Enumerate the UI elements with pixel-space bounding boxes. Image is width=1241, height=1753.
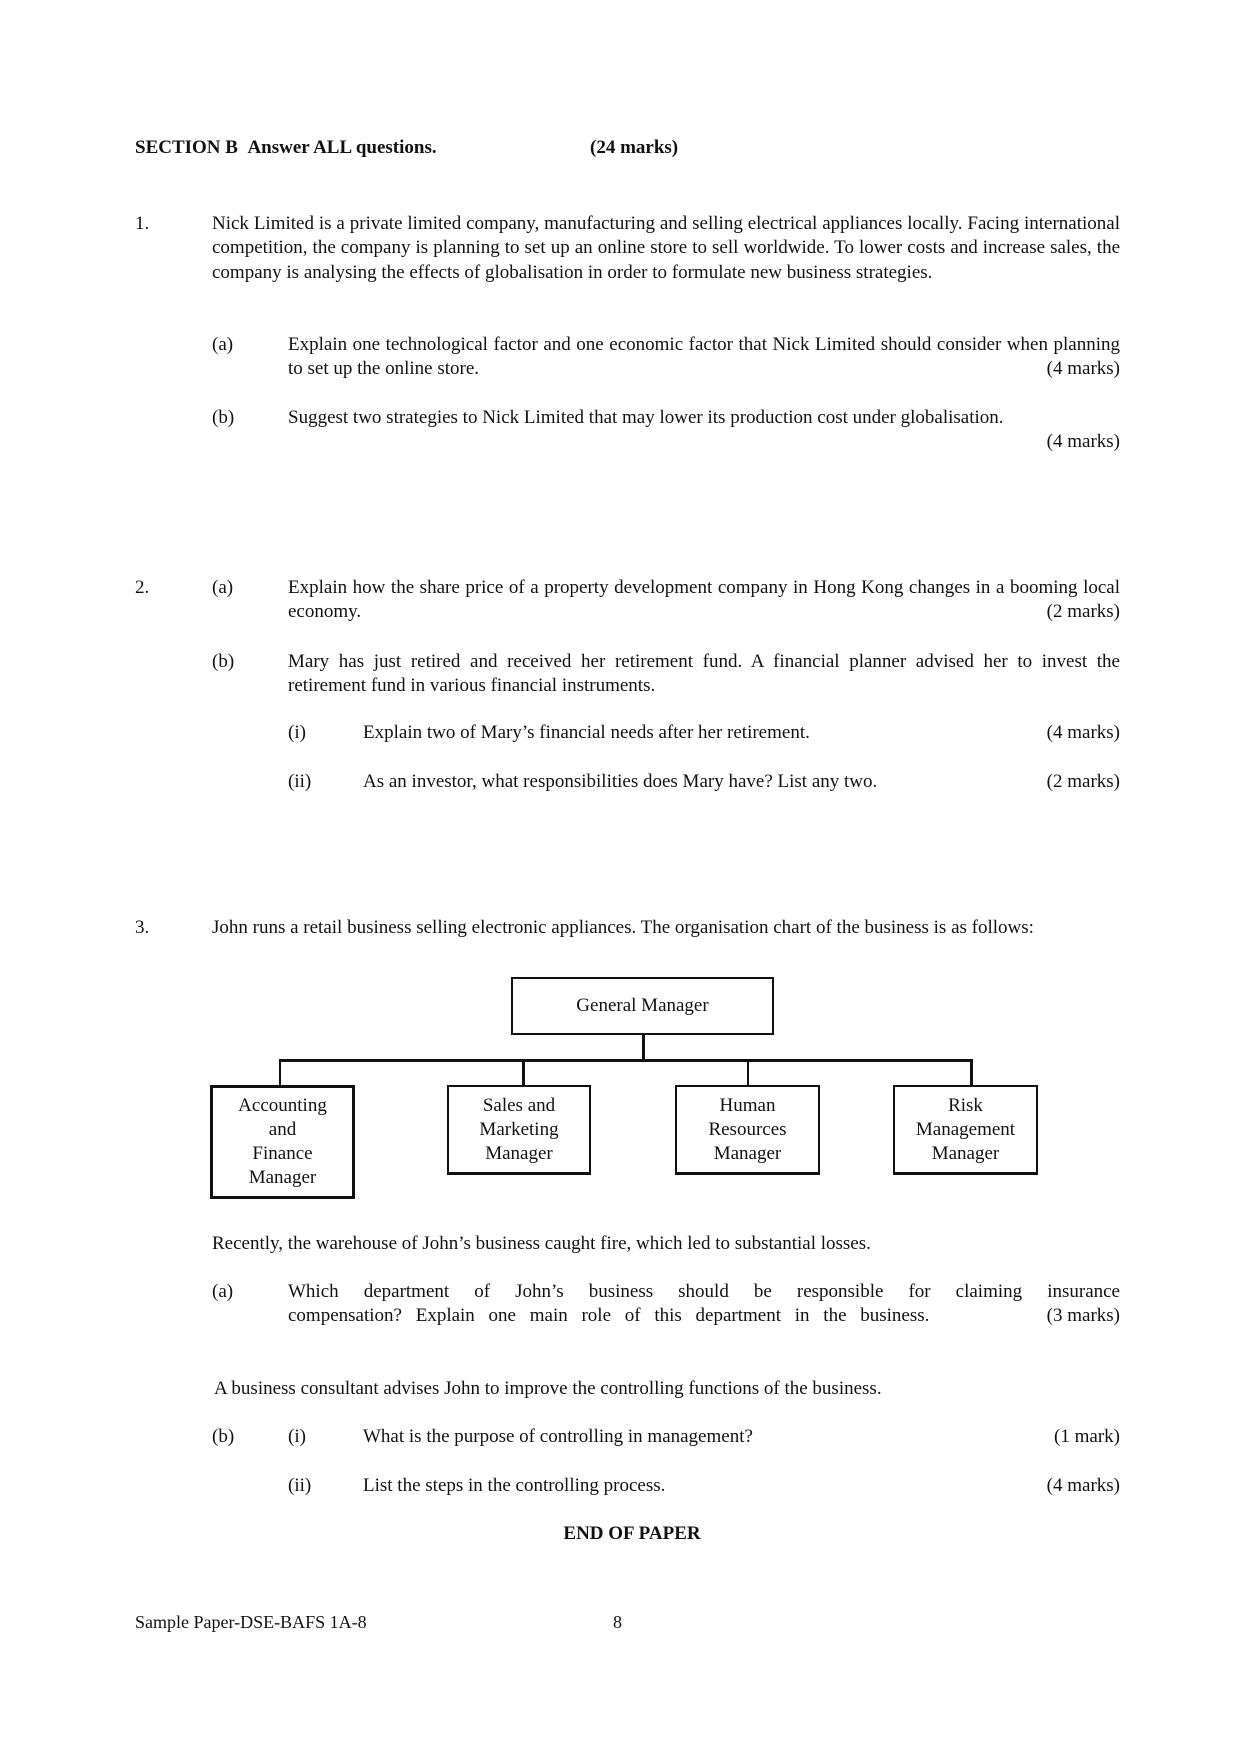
question-3bi-marks: (1 mark) — [1054, 1426, 1120, 1447]
org-label-line: Manager — [485, 1142, 553, 1164]
org-label-line: Manager — [713, 1142, 782, 1164]
org-label-line: Human — [719, 1094, 776, 1116]
question-number-2: 2. — [135, 577, 150, 598]
footer-paper-code: Sample Paper-DSE-BAFS 1A-8 — [135, 1612, 367, 1632]
org-connector-accounting — [279, 1059, 281, 1086]
question-1a-marks: (4 marks) — [1046, 358, 1120, 379]
question-1-stem: Nick Limited is a private limited company, manufacturing and selling electrical appliances locally. Facing international competition, the company is planning to set up an online store to sell worldwide. To lower costs and increase sales, the company is analysing the effects of globalisation in order to formulate new business strategies. — [212, 213, 1120, 283]
question-3bi-text: What is the purpose of controlling in management? — [363, 1426, 753, 1447]
org-box-risk-management-manager — [893, 1085, 1038, 1175]
section-total-marks: (24 marks) — [590, 137, 679, 158]
question-3-context-fire: Recently, the warehouse of John’s business caught fire, which led to substantial losses. — [212, 1233, 871, 1254]
footer-page-number: 8 — [613, 1612, 622, 1632]
org-connector-sales — [522, 1059, 525, 1086]
question-2a-label: (a) — [212, 577, 234, 598]
section-heading — [135, 136, 437, 160]
question-1a-text: Explain one technological factor and one economic factor that Nick Limited should consider when planning to set up the online store. — [288, 334, 1120, 380]
question-2bii-marks: (2 marks) — [1046, 771, 1120, 792]
question-2bi-marks: (4 marks) — [1046, 722, 1120, 743]
question-3bii-marks: (4 marks) — [1046, 1475, 1120, 1496]
question-3bii-label: (ii) — [288, 1475, 312, 1496]
question-3a-label: (a) — [212, 1281, 234, 1302]
question-number-3: 3. — [135, 917, 150, 938]
question-3a-marks: (3 marks) — [1046, 1305, 1120, 1326]
question-2b-text: Mary has just retired and received her retirement fund. A financial planner advised her to invest the retirement fund in various financial instruments. — [288, 651, 1120, 697]
org-connector-risk — [970, 1059, 973, 1086]
org-label-line: Sales and — [482, 1094, 556, 1116]
question-3a-text: Which department of John’s business should be responsible for claiming insurance compensation? Explain one main role of this department in the business. — [288, 1281, 1120, 1327]
question-2bi-label: (i) — [288, 722, 306, 743]
org-label-general-manager: General Manager — [576, 995, 709, 1016]
question-3-stem: John runs a retail business selling electronic appliances. The organisation chart of the business is as follows: — [212, 917, 1034, 938]
org-label-line: Resources — [708, 1118, 787, 1140]
question-2a-marks: (2 marks) — [1046, 601, 1120, 622]
org-label-line: Management — [915, 1118, 1016, 1140]
org-label-line: Marketing — [479, 1118, 559, 1140]
org-box-sales-marketing-manager — [447, 1085, 591, 1175]
org-label-line: Accounting — [238, 1095, 327, 1116]
question-number-1: 1. — [135, 213, 150, 234]
question-3b-label: (b) — [212, 1426, 235, 1447]
org-label-line: Manager — [931, 1142, 1000, 1164]
question-1b-text: Suggest two strategies to Nick Limited that may lower its production cost under globalisation. — [288, 407, 1004, 428]
org-box-accounting-finance-manager — [210, 1085, 355, 1199]
question-1b-label: (b) — [212, 407, 235, 428]
question-2a-text: Explain how the share price of a property development company in Hong Kong changes in a booming local economy. — [288, 577, 1120, 623]
org-label-line: Manager — [248, 1167, 317, 1188]
question-2bii-text: As an investor, what responsibilities does Mary have? List any two. — [363, 771, 878, 792]
end-of-paper: END OF PAPER — [563, 1523, 701, 1544]
section-label: SECTION B — [135, 137, 238, 158]
org-box-human-resources-manager — [675, 1085, 820, 1175]
org-label-line: Risk — [948, 1094, 983, 1116]
org-label-line: Finance — [252, 1143, 313, 1164]
question-1a-label: (a) — [212, 334, 234, 355]
org-label-line: and — [268, 1119, 297, 1140]
org-connector-vertical — [642, 1034, 645, 1061]
question-2b-label: (b) — [212, 651, 235, 672]
question-2bi-text: Explain two of Mary’s financial needs after her retirement. — [363, 722, 810, 743]
question-2bii-label: (ii) — [288, 771, 312, 792]
org-connector-horizontal — [279, 1059, 973, 1062]
org-connector-hr — [747, 1059, 749, 1086]
question-3bi-label: (i) — [288, 1426, 306, 1447]
question-1b-marks: (4 marks) — [1046, 431, 1120, 452]
question-3bii-text: List the steps in the controlling process. — [363, 1475, 666, 1496]
section-instruction: Answer ALL questions. — [247, 137, 437, 158]
org-box-general-manager — [511, 977, 774, 1035]
question-3-context-consultant: A business consultant advises John to improve the controlling functions of the business. — [214, 1378, 882, 1399]
